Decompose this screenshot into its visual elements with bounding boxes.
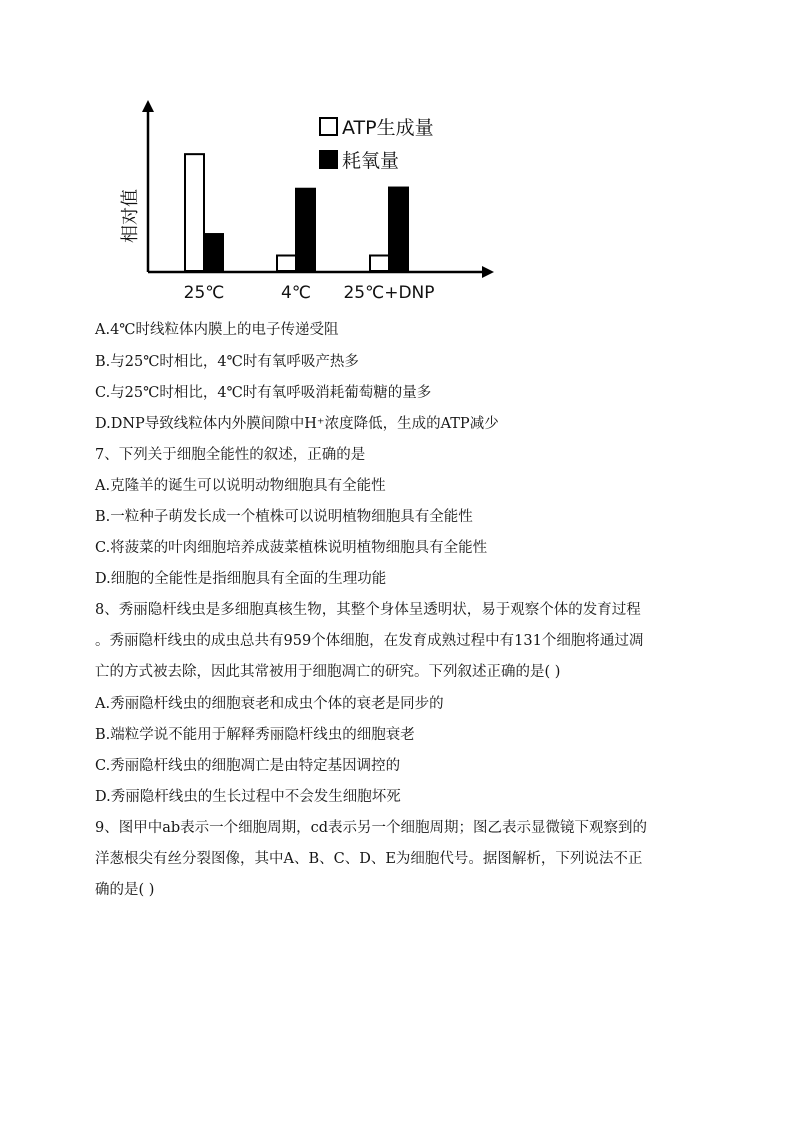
- q8-option-c: C.秀丽隐杆线虫的细胞凋亡是由特定基因调控的: [95, 758, 401, 774]
- bar-oxygen-2: [389, 188, 408, 271]
- legend-swatch-0: [320, 118, 337, 135]
- bar-oxygen-0: [204, 234, 223, 271]
- y-axis-label: 相对值: [120, 189, 141, 243]
- x-axis-arrow: [482, 266, 494, 278]
- bar-atp-1: [277, 256, 296, 272]
- q6-option-b: B.与25℃时相比，4℃时有氧呼吸产热多: [95, 354, 359, 370]
- x-tick-label-2: 25℃+DNP: [343, 283, 435, 303]
- bar-oxygen-1: [296, 189, 315, 271]
- q8-stem-line-3: 亡的方式被去除，因此其常被用于细胞凋亡的研究。下列叙述正确的是( ): [95, 664, 561, 680]
- x-tick-label-0: 25℃: [183, 283, 225, 303]
- q8-stem-line-1: 8、秀丽隐杆线虫是多细胞真核生物，其整个身体呈透明状，易于观察个体的发育过程: [95, 602, 641, 618]
- q6-option-a: A.4℃时线粒体内膜上的电子传递受阻: [95, 322, 339, 338]
- x-tick-labels: [184, 283, 435, 303]
- q6-option-d: D.DNP导致线粒体内外膜间隙中H⁺浓度降低，生成的ATP减少: [95, 416, 499, 432]
- q7-stem: 7、下列关于细胞全能性的叙述，正确的是: [95, 447, 366, 463]
- legend-swatch-1: [320, 151, 337, 168]
- q7-option-c: C.将菠菜的叶肉细胞培养成菠菜植株说明植物细胞具有全能性: [95, 540, 488, 556]
- y-axis-arrow: [142, 100, 154, 112]
- q8-option-b: B.端粒学说不能用于解释秀丽隐杆线虫的细胞衰老: [95, 727, 415, 743]
- q7-option-b: B.一粒种子萌发长成一个植株可以说明植物细胞具有全能性: [95, 509, 473, 525]
- legend-label-0: ATP生成量: [342, 117, 434, 139]
- bar-atp-2: [370, 256, 389, 272]
- q9-stem-line-2: 洋葱根尖有丝分裂图像，其中A、B、C、D、E为细胞代号。据图解析，下列说法不正: [95, 851, 643, 867]
- bar-chart: [108, 96, 508, 306]
- legend-label-1: 耗氧量: [342, 150, 400, 172]
- q8-option-a: A.秀丽隐杆线虫的细胞衰老和成虫个体的衰老是同步的: [95, 696, 444, 712]
- q8-stem-line-2: 。秀丽隐杆线虫的成虫总共有959个体细胞，在发育成熟过程中有131个细胞将通过凋: [95, 633, 644, 649]
- x-tick-label-1: 4℃: [281, 283, 311, 303]
- q7-option-a: A.克隆羊的诞生可以说明动物细胞具有全能性: [95, 478, 386, 494]
- q6-option-c: C.与25℃时相比，4℃时有氧呼吸消耗葡萄糖的量多: [95, 385, 432, 401]
- bar-atp-0: [185, 154, 204, 271]
- q9-stem-line-1: 9、图甲中ab表示一个细胞周期，cd表示另一个细胞周期；图乙表示显微镜下观察到的: [95, 820, 648, 836]
- legend: [320, 117, 434, 172]
- q9-stem-line-3: 确的是( ): [95, 882, 155, 898]
- q7-option-d: D.细胞的全能性是指细胞具有全面的生理功能: [95, 571, 387, 587]
- q8-option-d: D.秀丽隐杆线虫的生长过程中不会发生细胞坏死: [95, 789, 401, 805]
